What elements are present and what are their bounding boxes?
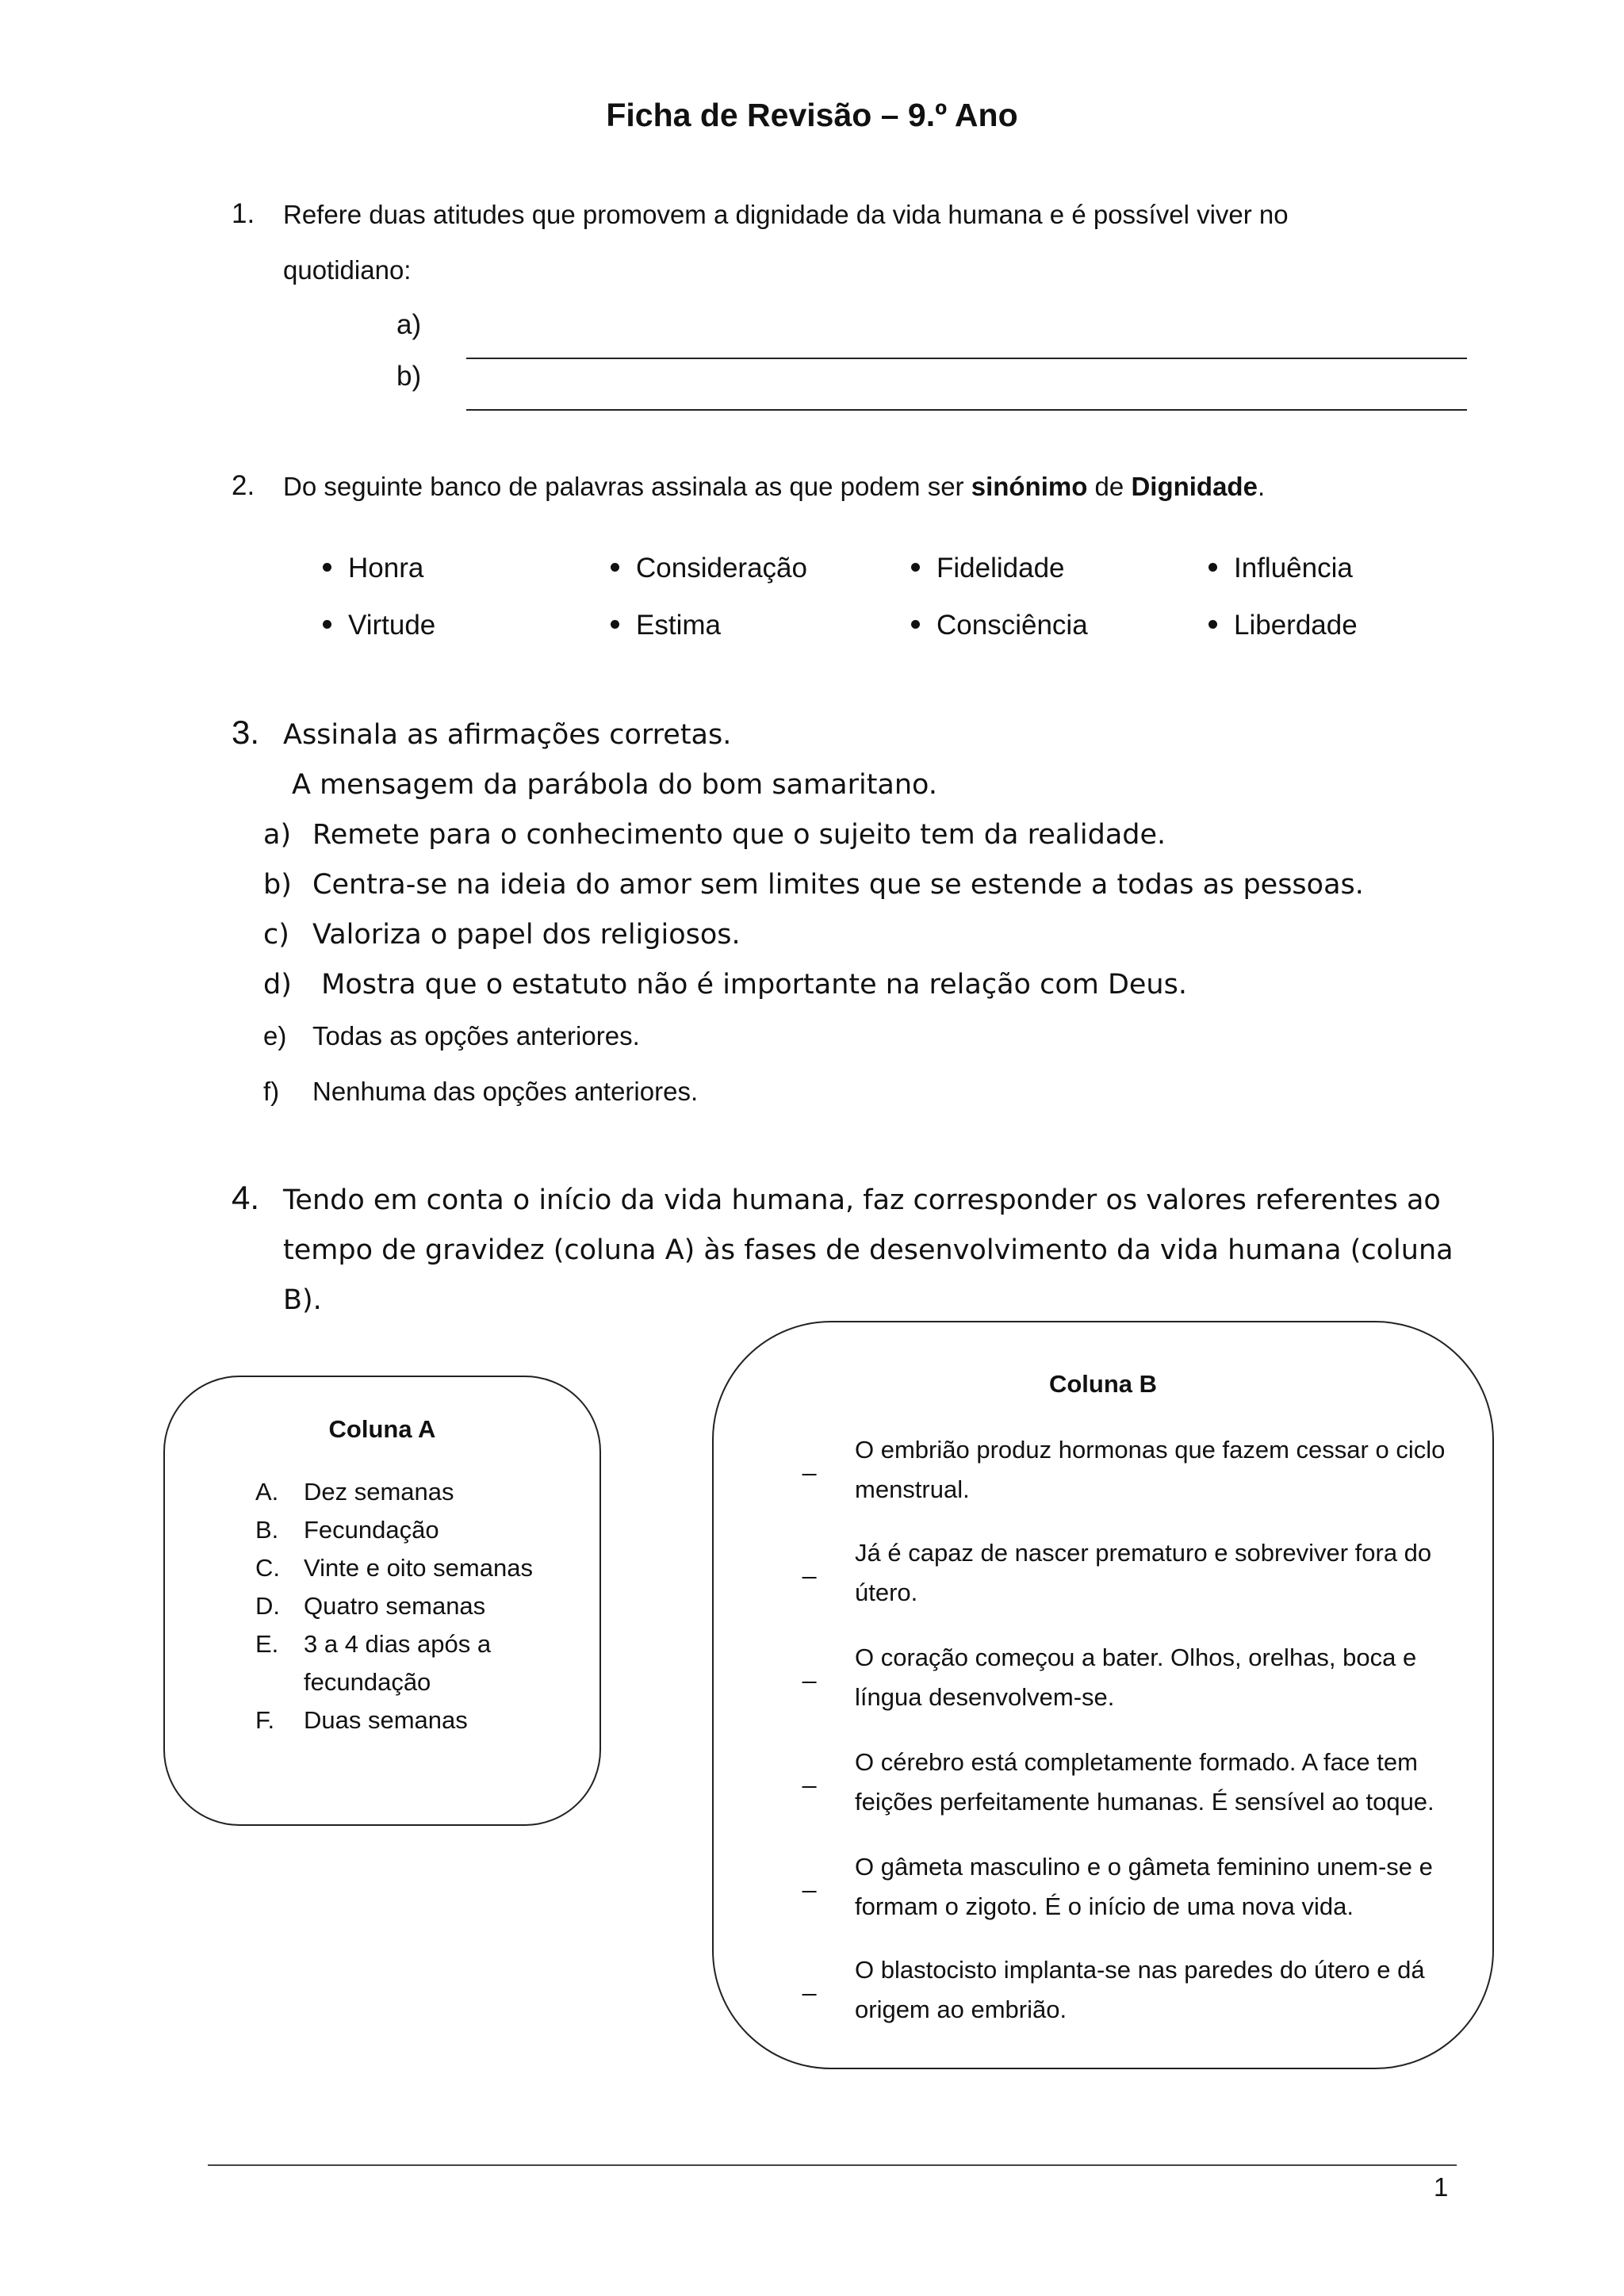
q3-option-letter: f) xyxy=(263,1077,280,1106)
q3-option-text[interactable]: Todas as opções anteriores. xyxy=(312,1021,640,1050)
footer-divider xyxy=(208,2164,1457,2166)
bullet-icon xyxy=(911,563,920,572)
q3-number: 3. xyxy=(232,714,260,751)
q4-text-line3: B). xyxy=(283,1284,322,1316)
q1-option-b-label: b) xyxy=(396,361,422,392)
q1-text-line2: quotidiano: xyxy=(283,255,412,285)
word-bank-item[interactable]: Consciência xyxy=(911,610,1088,641)
q2-keyword-dignidade: Dignidade xyxy=(1131,472,1258,501)
q2-text-end: . xyxy=(1257,472,1266,501)
match-blank[interactable]: _ xyxy=(802,1969,817,1996)
page-title: Ficha de Revisão – 9.º Ano xyxy=(606,97,1018,133)
q3-option-letter: d) xyxy=(263,969,292,1001)
bullet-icon xyxy=(611,620,619,629)
q1-answer-line-b[interactable] xyxy=(466,409,1467,411)
q3-option-letter: c) xyxy=(263,919,289,951)
word-bank-item[interactable]: Virtude xyxy=(323,610,435,641)
q3-option-letter: e) xyxy=(263,1021,287,1050)
q3-subtitle: A mensagem da parábola do bom samaritano. xyxy=(292,769,937,801)
coluna-b-box: Coluna B _ O embrião produz hormonas que fazem cessar o ciclo menstrual. _ Já é capaz de nascer prematuro e sobreviver fora do útero. _ O coração começou a bater. Olhos, orelhas, boca e língua desenvolvem-se. _ O cérebro está completamente formado. A face tem feições perfeitamente humanas. É sensível ao toque. _ O gâmeta masculino e o gâmeta feminino unem-se e formam o zigoto. É o início de uma nova vida. _ O blastocisto implanta-se nas paredes do útero e dá origem ao embrião. xyxy=(712,1321,1494,2069)
q4-text-line1: Tendo em conta o início da vida humana, faz corresponder os valores referentes ao xyxy=(283,1184,1441,1216)
word-bank-item[interactable]: Consideração xyxy=(611,553,807,584)
word-bank-item[interactable]: Influência xyxy=(1208,553,1353,584)
match-blank[interactable]: _ xyxy=(802,1656,817,1684)
q3-option-text[interactable]: Valoriza o papel dos religiosos. xyxy=(312,919,741,951)
page-number: 1 xyxy=(1434,2172,1449,2202)
match-blank[interactable]: _ xyxy=(802,1761,817,1789)
word-bank-item[interactable]: Fidelidade xyxy=(911,553,1065,584)
q3-option-letter: a) xyxy=(263,819,292,851)
coluna-a-box: Coluna A A. Dez semanas B. Fecundação C. Vinte e oito semanas D. Quatro semanas E. 3 a 4 dias após a fecundação F. Duas semanas xyxy=(163,1376,601,1826)
bullet-icon xyxy=(611,563,619,572)
q4-text-line2: tempo de gravidez (coluna A) às fases de desenvolvimento da vida humana (coluna xyxy=(283,1234,1454,1266)
bullet-icon xyxy=(1208,563,1217,572)
q2-text xyxy=(283,472,1265,502)
q1-option-a-label: a) xyxy=(396,309,422,340)
coluna-b-title: Coluna B xyxy=(1048,1370,1158,1398)
match-blank[interactable]: _ xyxy=(802,1552,817,1579)
bullet-icon xyxy=(323,620,331,629)
bullet-icon xyxy=(911,620,920,629)
coluna-a-title: Coluna A xyxy=(328,1415,436,1443)
q3-option-text[interactable]: Remete para o conhecimento que o sujeito tem da realidade. xyxy=(312,819,1166,851)
q3-option-text[interactable]: Centra-se na ideia do amor sem limites que se estende a todas as pessoas. xyxy=(312,869,1364,901)
q1-number: 1. xyxy=(232,198,255,229)
bullet-icon xyxy=(323,563,331,572)
q2-number: 2. xyxy=(232,470,255,501)
match-blank[interactable]: _ xyxy=(802,1448,817,1476)
q1-text-line1: Refere duas atitudes que promovem a dignidade da vida humana e é possível viver no xyxy=(283,200,1289,229)
q1-answer-line-a[interactable] xyxy=(466,358,1467,359)
q3-text: Assinala as afirmações corretas. xyxy=(283,719,732,751)
word-bank-item[interactable]: Honra xyxy=(323,553,423,584)
q2-keyword-sinonimo: sinónimo xyxy=(971,472,1088,501)
word-bank-item[interactable]: Estima xyxy=(611,610,721,641)
q3-option-letter: b) xyxy=(263,869,292,901)
match-blank[interactable]: _ xyxy=(802,1866,817,1893)
bullet-icon xyxy=(1208,620,1217,629)
q2-text-mid: de xyxy=(1087,472,1132,501)
word-bank-item[interactable]: Liberdade xyxy=(1208,610,1358,641)
q4-number: 4. xyxy=(232,1179,260,1216)
q3-option-text[interactable]: Nenhuma das opções anteriores. xyxy=(312,1077,699,1106)
q2-text-pre: Do seguinte banco de palavras assinala as que podem ser xyxy=(283,472,971,501)
q3-option-text[interactable]: Mostra que o estatuto não é importante na relação com Deus. xyxy=(312,969,1187,1001)
